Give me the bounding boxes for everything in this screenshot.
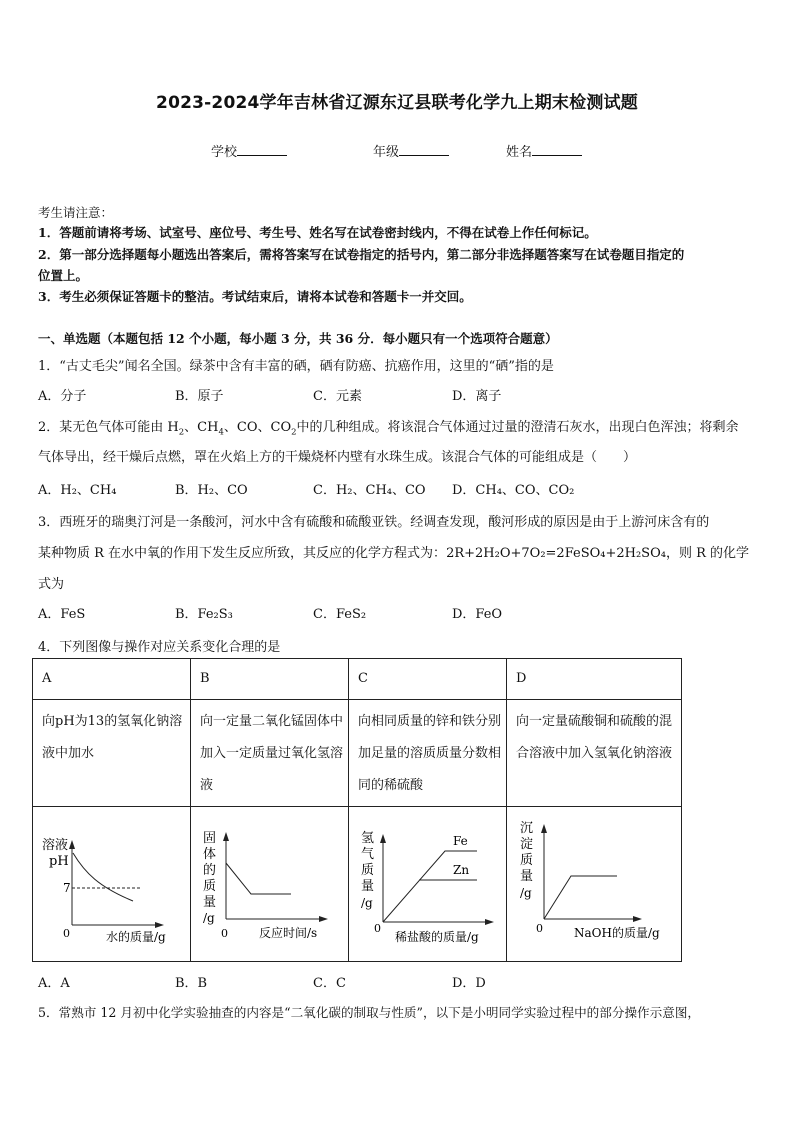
q4-option-d[interactable]: D．D <box>452 976 486 991</box>
graph-d-ylabel-5: /g <box>520 886 532 900</box>
q3-line3: 式为 <box>38 577 65 592</box>
q3-line2-start: 某种物质 R 在水中氧的作用下发生反应所致，其反应的化学方程式为： <box>38 546 447 561</box>
field-school-blank[interactable] <box>237 142 287 156</box>
q2-option-d[interactable]: D．CH₄、CO、CO₂ <box>452 483 575 498</box>
graph-b-y-arrow <box>223 832 229 841</box>
q5-stem: 5．常熟市 12 月初中化学实验抽查的内容是“二氧化碳的制取与性质”，以下是小明同学实验过程中的部分操作示意图， <box>38 1005 701 1020</box>
graph-d-curve <box>544 876 617 919</box>
graph-b-x-arrow <box>319 916 328 922</box>
q3-option-a[interactable]: A．FeS <box>38 607 86 622</box>
graph-c-ylabel-1: 氢 <box>361 831 375 846</box>
q1-option-b[interactable]: B．原子 <box>175 389 224 404</box>
q3-line2-end: ，则 R 的化学 <box>665 546 750 561</box>
graph-c-series-zn: Zn <box>453 863 470 877</box>
graph-b-origin: 0 <box>221 927 228 940</box>
q3-line2 <box>38 542 749 561</box>
graph-c-series-fe: Fe <box>453 834 468 848</box>
q2-line2: 气体导出，经干燥后点燃，罩在火焰上方的干燥烧杯内壁有水珠生成。该混合气体的可能组成是（ ） <box>38 450 637 465</box>
notice-heading: 考生请注意： <box>38 205 114 220</box>
q4-stem: 4．下列图像与操作对应关系变化合理的是 <box>38 640 281 655</box>
graph-c-y-arrow <box>380 834 386 843</box>
q1-option-c[interactable]: C．元素 <box>313 389 362 404</box>
field-name <box>506 141 582 160</box>
q4-col-b-label: B <box>191 659 349 700</box>
graph-c-line-fe <box>383 851 477 922</box>
q4-col-b-desc: 向一定量二氧化锰固体中加入一定质量过氧化氢溶液 <box>191 700 349 807</box>
graph-d-svg <box>507 807 681 957</box>
graph-b-curve <box>226 863 291 894</box>
notice-item-3: 3．考生必须保证答题卡的整洁。考试结束后，请将本试卷和答题卡一并交回。 <box>38 289 472 304</box>
graph-c-ylabel-5: /g <box>361 896 373 910</box>
q2-line1-end: 中的几种组成。将该混合气体通过过量的澄清石灰水，出现白色浑浊；将剩余 <box>296 420 739 435</box>
graph-b-svg <box>191 807 348 957</box>
q4-col-c-desc: 向相同质量的锌和铁分别加足量的溶质质量分数相同的稀硫酸 <box>349 700 507 807</box>
q1-option-a[interactable]: A．分子 <box>38 389 87 404</box>
graph-b-ylabel-6: /g <box>203 911 215 925</box>
graph-c-origin: 0 <box>374 922 381 935</box>
graph-a-ylabel-1: 溶液 <box>42 838 69 853</box>
graph-a-y-arrow <box>69 840 75 849</box>
graph-a-xlabel: 水的质量/g <box>106 930 166 944</box>
graph-b-ylabel-5: 量 <box>203 895 217 910</box>
graph-d-x-arrow <box>633 916 642 922</box>
q3-line1: 3．西班牙的瑞奥汀河是一条酸河，河水中含有硫酸和硫酸亚铁。经调查发现，酸河形成的原因是由于上游河床含有的 <box>38 515 710 530</box>
field-name-label: 姓名 <box>506 145 533 160</box>
q1-stem: 1．“古丈毛尖”闻名全国。绿茶中含有丰富的硒，硒有防癌、抗癌作用，这里的“硒”指的是 <box>38 359 554 374</box>
q4-graph-d <box>507 807 682 962</box>
graph-d-y-arrow <box>541 824 547 833</box>
section-heading: 一、单选题（本题包括 12 个小题，每小题 3 分，共 36 分．每小题只有一个选项符合题意） <box>38 331 558 346</box>
q3-option-c[interactable]: C．FeS₂ <box>313 607 367 622</box>
field-grade-label: 年级 <box>373 145 400 160</box>
q4-col-a-desc: 向pH为13的氢氧化钠溶液中加水 <box>33 700 191 807</box>
graph-a-curve <box>73 853 133 901</box>
q4-col-d-label: D <box>507 659 682 700</box>
q4-option-b[interactable]: B．B <box>175 976 208 991</box>
graph-b-xlabel: 反应时间/s <box>259 926 318 940</box>
q4-graph-b <box>191 807 349 962</box>
q3-option-d[interactable]: D．FeO <box>452 607 503 622</box>
notice-item-2-cont: 位置上。 <box>38 268 89 283</box>
q4-option-a[interactable]: A．A <box>38 976 70 991</box>
q4-col-c-label: C <box>349 659 507 700</box>
graph-d-ylabel-3: 质 <box>520 853 534 868</box>
notice-item-1: 1．答题前请将考场、试室号、座位号、考生号、姓名写在试卷密封线内，不得在试卷上作任何标记。 <box>38 225 597 240</box>
q4-graph-a <box>33 807 191 962</box>
q4-table <box>32 658 682 962</box>
field-school <box>211 141 287 160</box>
q3-option-b[interactable]: B．Fe₂S₃ <box>175 607 233 622</box>
graph-a-origin: 0 <box>63 927 70 940</box>
q2-line1-start: 2．某无色气体可能由 H <box>38 420 179 435</box>
graph-c-ylabel-2: 气 <box>361 847 375 862</box>
graph-a-x-arrow <box>155 922 164 928</box>
q4-option-c[interactable]: C．C <box>313 976 346 991</box>
q2-option-b[interactable]: B．H₂、CO <box>175 483 248 498</box>
graph-d-origin: 0 <box>536 922 543 935</box>
notice-item-2: 2．第一部分选择题每小题选出答案后，需将答案写在试卷指定的括号内，第二部分非选择题答案写在试卷题目指定的 <box>38 247 685 262</box>
graph-a-ylabel-2: pH <box>49 854 69 869</box>
q4-col-a-label: A <box>33 659 191 700</box>
q4-graph-c <box>349 807 507 962</box>
graph-d-ylabel-4: 量 <box>520 869 534 884</box>
graph-a-ref-value: 7 <box>63 881 71 895</box>
graph-a-svg <box>33 807 190 957</box>
q1-option-d[interactable]: D．离子 <box>452 389 502 404</box>
graph-b-ylabel-3: 的 <box>203 863 217 878</box>
q4-col-d-desc: 向一定量硫酸铜和硫酸的混合溶液中加入氢氧化钠溶液 <box>507 700 682 807</box>
q2-option-c[interactable]: C．H₂、CH₄、CO <box>313 483 426 498</box>
graph-d-ylabel-1: 沉 <box>520 821 534 836</box>
field-grade <box>373 141 449 160</box>
graph-c-x-arrow <box>485 919 494 925</box>
q2-line1: 2．某无色气体可能由 $H_2$、$CH_4$、CO、$CO_2$中的几种组成。将该混合气体通过过量的澄清石灰水，出现白色浑浊；将剩余 <box>38 420 739 438</box>
graph-c-xlabel: 稀盐酸的质量/g <box>395 930 479 944</box>
field-school-label: 学校 <box>211 145 238 160</box>
graph-b-ylabel-1: 固 <box>203 831 217 846</box>
graph-c-ylabel-3: 质 <box>361 863 375 878</box>
graph-c-ylabel-4: 量 <box>361 879 375 894</box>
page-title: 2023-2024学年吉林省辽源东辽县联考化学九上期末检测试题 <box>156 93 638 113</box>
field-name-blank[interactable] <box>532 142 582 156</box>
graph-d-xlabel: NaOH的质量/g <box>574 926 660 940</box>
graph-b-ylabel-2: 体 <box>203 847 217 862</box>
graph-c-svg <box>349 807 506 957</box>
field-grade-blank[interactable] <box>399 142 449 156</box>
graph-d-ylabel-2: 淀 <box>520 837 534 852</box>
q2-option-a[interactable]: A．H₂、CH₄ <box>38 483 117 498</box>
graph-b-ylabel-4: 质 <box>203 879 217 894</box>
q3-equation: 2R+2H₂O+7O₂=2FeSO₄+2H₂SO₄ <box>446 546 666 561</box>
